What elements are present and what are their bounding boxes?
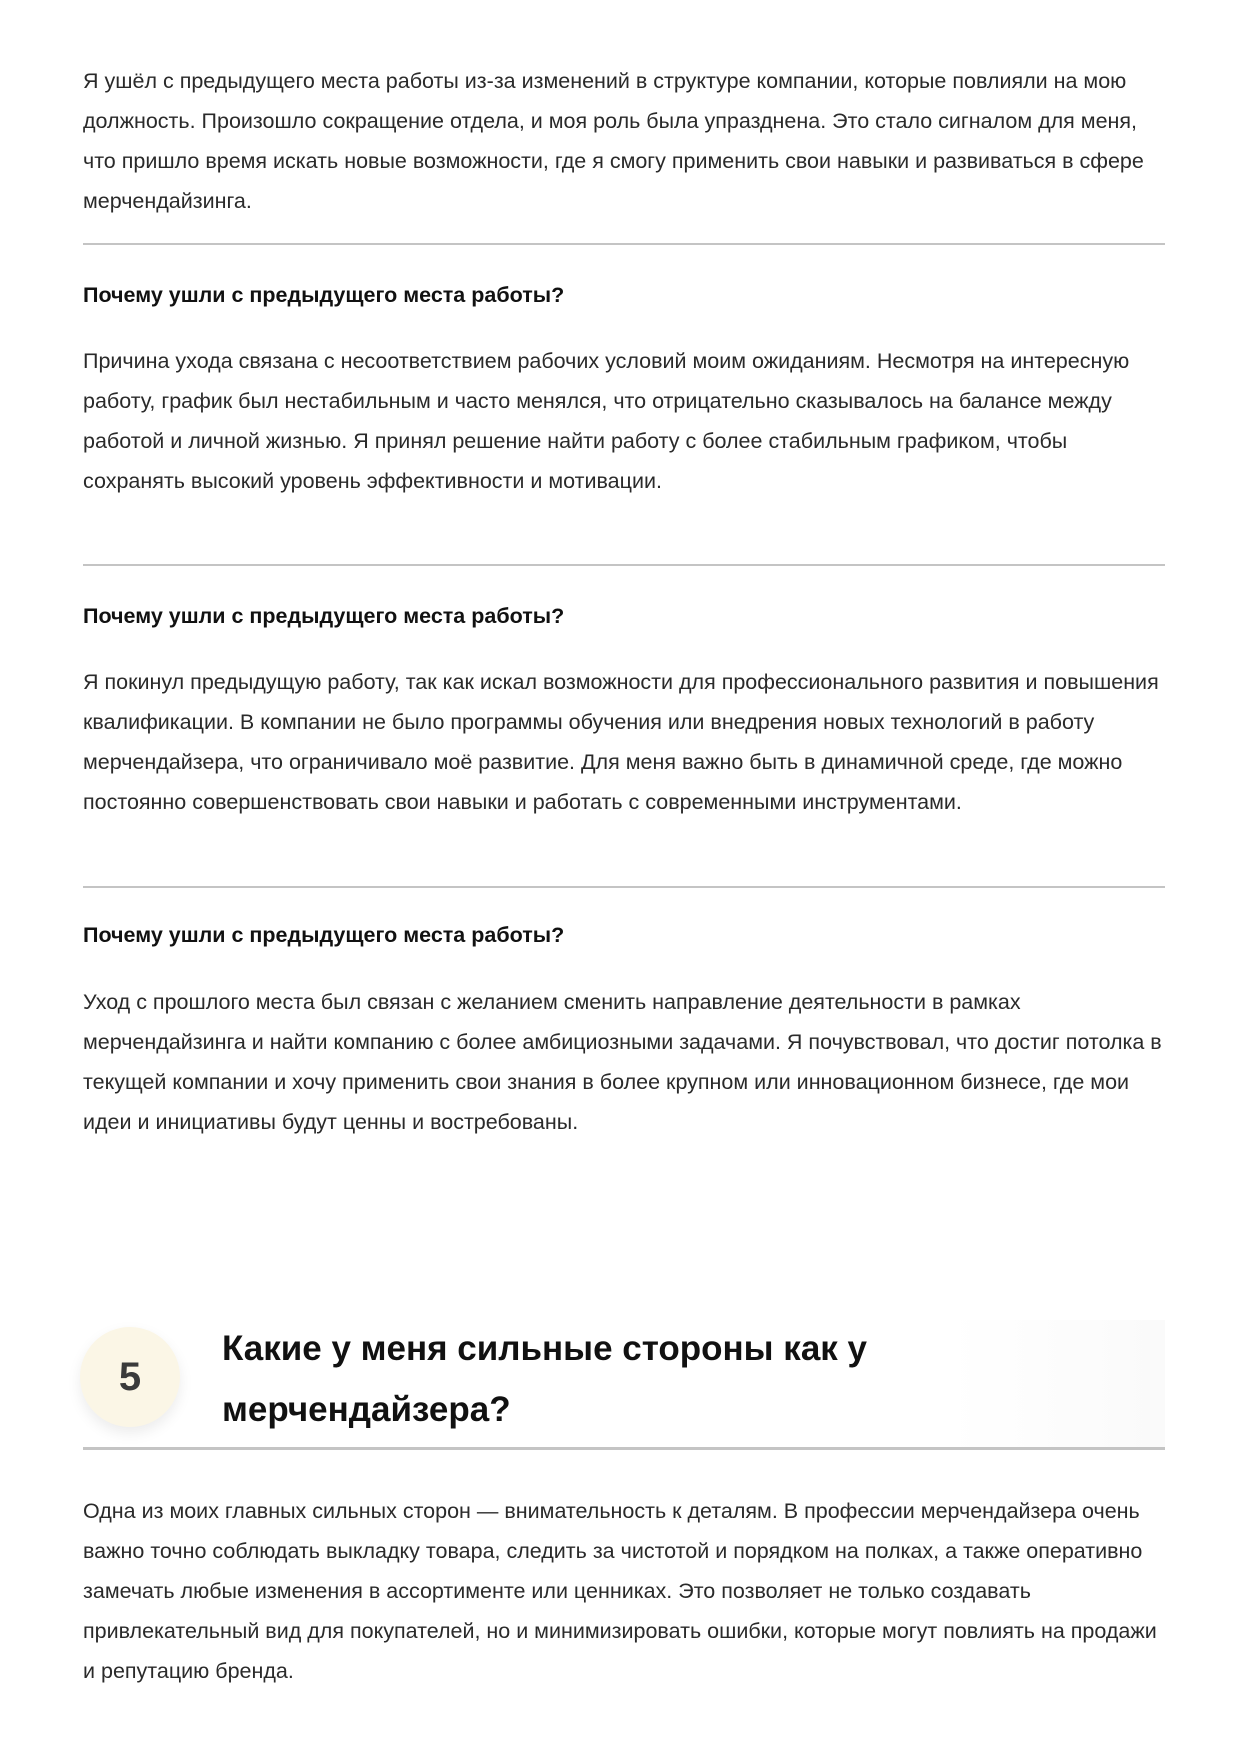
section-number-badge: 5 xyxy=(80,1327,180,1427)
answer-text: Я покинул предыдущую работу, так как искал возможности для профессионального развития и повышения квалификации. В компании не было программы обучения или внедрения новых технологий в работу мерчендайзера, что ограничивало моё развитие. Для меня важно быть в динамичной среде, где можно постоянно совершенствовать свои навыки и работать с современными инструментами. xyxy=(83,670,1159,814)
answer-text: Уход с прошлого места был связан с желанием сменить направление деятельности в рамках мерчендайзинга и найти компанию с более амбициозными задачами. Я почувствовал, что достиг потолка в текущей компании и хочу применить свои знания в более крупном или инновационном бизнесе, где мои идеи и инициативы будут ценны и востребованы. xyxy=(83,990,1162,1134)
section-title: Какие у меня сильные стороны как у мерчендайзера? xyxy=(222,1329,867,1429)
divider xyxy=(83,564,1165,566)
section-text: Одна из моих главных сильных сторон — внимательность к деталям. В профессии мерчендайзера очень важно точно соблюдать выкладку товара, следить за чистотой и порядком на полках, а также оперативно замечать любые изменения в ассортименте или ценниках. Это позволяет не только создавать привлекательный вид для покупателей, но и минимизировать ошибки, которые могут повлиять на продажи и репутацию бренда. xyxy=(83,1499,1157,1683)
question-heading: Почему ушли с предыдущего места работы? xyxy=(83,604,565,628)
section-divider xyxy=(83,1447,1165,1450)
question-heading: Почему ушли с предыдущего места работы? xyxy=(83,923,565,947)
divider xyxy=(83,243,1165,245)
divider xyxy=(83,886,1165,888)
answer-text: Причина ухода связана с несоответствием рабочих условий моим ожиданиям. Несмотря на интересную работу, график был нестабильным и часто менялся, что отрицательно сказывалось на балансе между работой и личной жизнью. Я принял решение найти работу с более стабильным графиком, чтобы сохранять высокий уровень эффективности и мотивации. xyxy=(83,349,1130,493)
answer-text: Я ушёл с предыдущего места работы из-за изменений в структуре компании, которые повлияли на мою должность. Произошло сокращение отдела, и моя роль была упразднена. Это стало сигналом для меня, что пришло время искать новые возможности, где я смогу применить свои навыки и развиваться в сфере мерчендайзинга. xyxy=(83,69,1144,213)
question-heading: Почему ушли с предыдущего места работы? xyxy=(83,283,565,307)
